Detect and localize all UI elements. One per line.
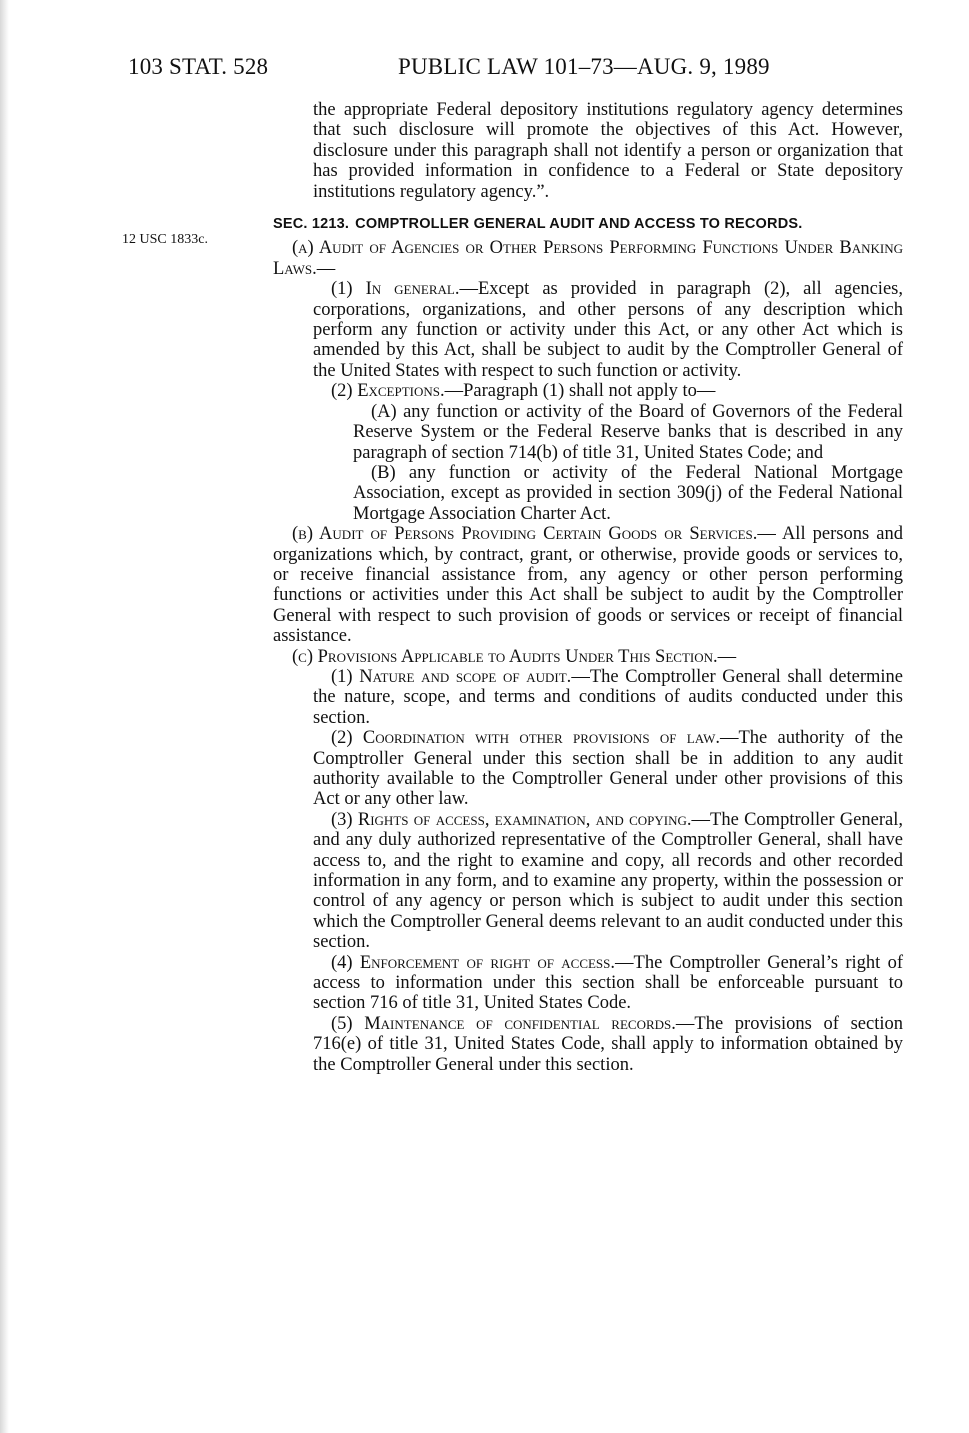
paragraph-label: (4) Enforcement of right of access. bbox=[331, 952, 616, 973]
subsection-c-paragraph-3 bbox=[273, 810, 903, 953]
paragraph-label: (5) Maintenance of confidential records. bbox=[331, 1013, 676, 1034]
statute-body bbox=[273, 100, 903, 1075]
subsection-c-heading: (c) Provisions Applicable to Audits Under This Section.— bbox=[292, 646, 737, 667]
paragraph-text: —The provisions of section 716(e) of title 31, United States Code, shall apply to information obtained by the Comptroller General under this section. bbox=[313, 1013, 903, 1075]
subsection-c-paragraph-5 bbox=[273, 1014, 903, 1075]
section-heading bbox=[273, 214, 903, 234]
subparagraph-a: (A) any function or activity of the Board of Governors of the Federal Reserve System or the Federal Reserve banks that is described in any paragraph of section 714(b) of title 31, United States Code; and bbox=[353, 401, 903, 463]
paragraph-label: (2) Coordination with other provisions of law. bbox=[331, 728, 720, 749]
subsection-a-paragraph-1 bbox=[273, 279, 903, 381]
subsection-a-heading: (a) Audit of Agencies or Other Persons Performing Functions Under Banking Laws.— bbox=[273, 238, 903, 279]
paragraph-text: —Except as provided in paragraph (2), all agencies, corporations, organizations, and other persons of any description which perform any function or activity under this Act, or any other Act which is amended by this Act, shall be subject to audit by the Comptroller General of the United States with respect to such function or activity. bbox=[313, 279, 903, 381]
section-number: SEC. 1213. bbox=[273, 216, 350, 233]
paragraph-label: (3) Rights of access, examination, and copying. bbox=[331, 809, 692, 830]
subsection-c-paragraph-1 bbox=[273, 667, 903, 728]
subsection-b bbox=[273, 524, 903, 646]
scan-edge-shadow bbox=[0, 0, 9, 1433]
continuation-paragraph: the appropriate Federal depository institutions regulatory agency determines that such disclosure will promote the objectives of this Act. However, disclosure under this paragraph shall not identify a person or organization that has provided information in confidence to a Federal or State depository institutions regulatory agency.”. bbox=[313, 100, 903, 202]
subsection-text: — All persons and organizations which, by contract, grant, or otherwise, provide goods or services to, or receive financial assistance from, any agency or other person performing functions or activities under this Act shall be subject to audit by the Comptroller General with respect to such provision of goods or services or receipt of financial assistance. bbox=[273, 524, 903, 647]
usc-margin-note: 12 USC 1833c. bbox=[122, 232, 208, 247]
subsection-label: (b) Audit of Persons Providing Certain Goods or Services. bbox=[292, 524, 758, 545]
paragraph-text: —The Comptroller General shall determine the nature, scope, and terms and conditions of audits conducted under this section. bbox=[313, 666, 903, 728]
paragraph-label: (2) Exceptions. bbox=[331, 381, 445, 402]
subsection-c-paragraph-4 bbox=[273, 953, 903, 1014]
paragraph-label: (1) In general. bbox=[331, 279, 460, 300]
paragraph-text: —The Comptroller General, and any duly authorized representative of the Comptroller General, shall have access to, and the right to examine and copy, all records and other recorded information in any form, and to examine any property, within the possession or control of any agency or person which is subject to audit under this section which the Comptroller General deems relevant to an audit conducted under this section. bbox=[313, 809, 903, 953]
running-header bbox=[128, 54, 928, 86]
paragraph-text: —The Comptroller General’s right of access to information under this section shall be enforceable pursuant to section 716 of title 31, United States Code. bbox=[313, 952, 903, 1014]
subsection-c-paragraph-2 bbox=[273, 728, 903, 810]
paragraph-label: (1) Nature and scope of audit. bbox=[331, 666, 572, 687]
section-title: COMPTROLLER GENERAL AUDIT AND ACCESS TO RECORDS. bbox=[355, 216, 803, 233]
paragraph-text: —The authority of the Comptroller General under this section shall be in addition to any audit authority available to the Comptroller General under other provisions of this Act or any other law. bbox=[313, 728, 903, 810]
public-law-title: PUBLIC LAW 101–73—AUG. 9, 1989 bbox=[398, 54, 770, 79]
subsection-a-paragraph-2 bbox=[273, 381, 903, 401]
subparagraph-b: (B) any function or activity of the Federal National Mortgage Association, except as provided in section 309(j) of the Federal National Mortgage Association Charter Act. bbox=[353, 462, 903, 524]
paragraph-text: —Paragraph (1) shall not apply to— bbox=[444, 381, 716, 402]
stat-page-number: 103 STAT. 528 bbox=[128, 54, 269, 79]
